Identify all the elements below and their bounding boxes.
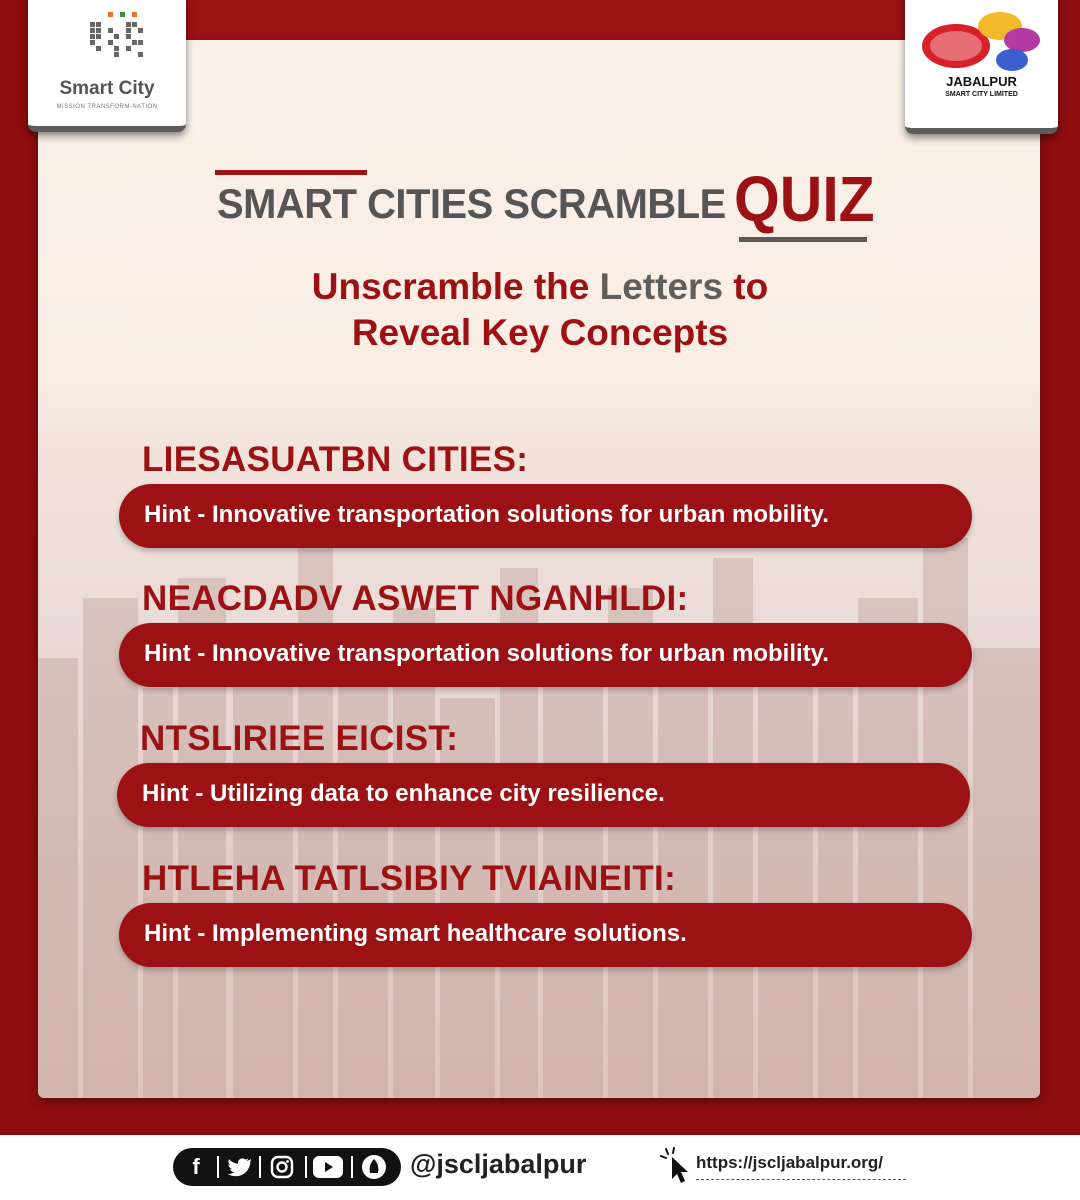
top-strip (180, 0, 910, 40)
scrambled-word: NEACDADV ASWET NGANHLDI: (142, 579, 689, 618)
hint-text: Hint - Utilizing data to enhance city resilience. (142, 780, 665, 807)
jabalpur-smart-city-logo (905, 0, 1058, 134)
hint-pill (117, 763, 970, 827)
facebook-icon[interactable]: f (192, 1154, 200, 1179)
subtitle-highlight: Letters (599, 266, 724, 307)
hint-text: Hint - Innovative transportation solutions for urban mobility. (144, 501, 829, 528)
instagram-icon[interactable] (267, 1152, 297, 1182)
divider (305, 1156, 307, 1178)
scrambled-word: HTLEHA TATLSIBIY TVIAINEITI: (142, 859, 677, 898)
subtitle-text: to (723, 266, 769, 307)
website-link-underline (696, 1179, 906, 1180)
jabalpur-logo-tagline: SMART CITY LIMITED (945, 91, 1018, 98)
divider (351, 1156, 353, 1178)
jabalpur-logo-text: JABALPUR (946, 74, 1017, 89)
smart-city-logo-tagline: MISSION TRANSFORM-NATION (56, 104, 158, 110)
smart-city-logo (28, 0, 186, 132)
hint-pill (119, 903, 972, 967)
smart-city-mark-icon (86, 10, 150, 66)
quiz-title-emphasis: QUIZ (734, 163, 875, 235)
subtitle-line-1 (0, 266, 1080, 308)
jabalpur-emblem-icon (920, 10, 1045, 74)
koo-icon[interactable] (359, 1152, 389, 1182)
twitter-icon[interactable] (223, 1152, 253, 1182)
hint-text: Hint - Implementing smart healthcare solutions. (144, 920, 687, 947)
website-link[interactable]: https://jscljabalpur.org/ (696, 1153, 884, 1172)
footer (0, 1135, 1080, 1200)
title-underline (739, 237, 867, 242)
divider (217, 1156, 219, 1178)
quiz-title: SMART CITIES SCRAMBLE (217, 180, 726, 227)
social-icons-bar (173, 1148, 401, 1186)
subtitle-line-2: Reveal Key Concepts (351, 312, 729, 353)
title-accent-line (215, 170, 367, 175)
social-handle[interactable]: @jscljabalpur (410, 1149, 587, 1179)
smart-city-logo-text: Smart City (59, 78, 155, 99)
subtitle-text: Unscramble the (311, 266, 600, 307)
scrambled-word: NTSLIRIEE EICIST: (140, 719, 459, 758)
hint-pill (119, 484, 972, 548)
hint-pill (119, 623, 972, 687)
hint-text: Hint - Innovative transportation solutions for urban mobility. (144, 640, 829, 667)
youtube-icon[interactable] (313, 1152, 343, 1182)
scrambled-word: LIESASUATBN CITIES: (142, 440, 529, 479)
divider (259, 1156, 261, 1178)
cursor-click-icon (660, 1147, 692, 1185)
